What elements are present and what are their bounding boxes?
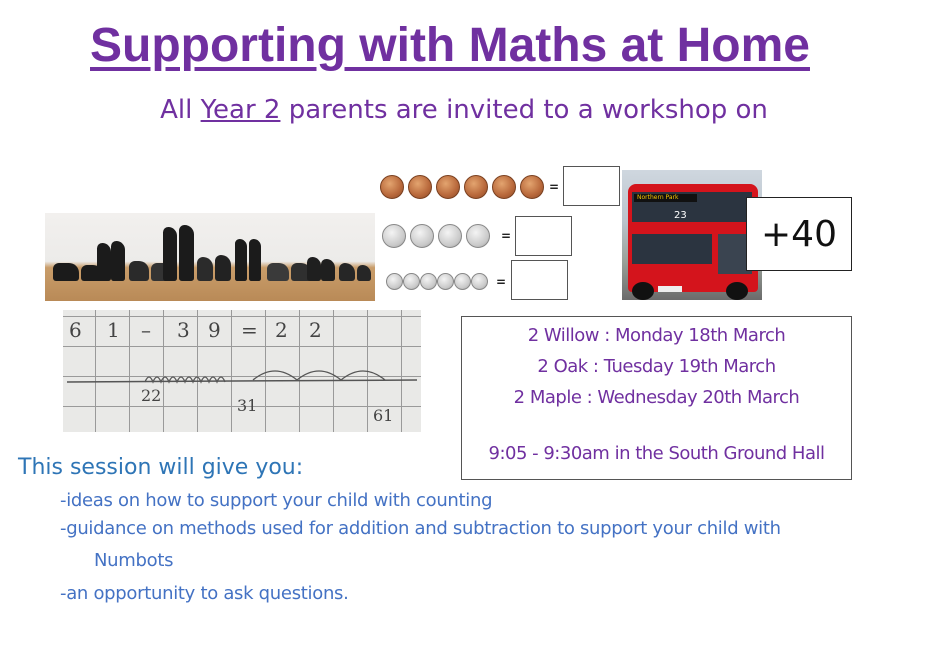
answer-box-2 (515, 216, 572, 256)
equals-2: = (501, 229, 512, 243)
bus-photo: Northern Park 23 (622, 170, 762, 300)
bullet-questions: -an opportunity to ask questions. (60, 583, 349, 604)
equals-1: = (549, 180, 560, 194)
hw-eq-6: 2 (275, 318, 288, 342)
invitation-subtitle (0, 95, 928, 125)
session-heading: This session will give you: (18, 455, 304, 480)
hw-eq-7: 2 (309, 318, 322, 342)
equals-3: = (496, 275, 507, 289)
bus-route-number: 23 (674, 210, 687, 221)
hw-eq-4: 9 (208, 318, 221, 342)
handwritten-number-line-photo (63, 310, 421, 432)
hw-eq-2: – (141, 318, 151, 342)
hw-eq-5: = (241, 318, 258, 342)
bullet-numbots: Numbots (94, 550, 174, 571)
hw-eq-3: 3 (177, 318, 190, 342)
hw-num-22: 22 (141, 386, 162, 405)
answer-box-3 (511, 260, 568, 300)
bullet-methods: -guidance on methods used for addition and subtraction to support your child with (60, 518, 781, 539)
subtitle-before: All (160, 95, 201, 125)
schedule-maple: 2 Maple : Wednesday 20th March (513, 387, 800, 408)
answer-box-1 (563, 166, 620, 206)
hw-eq-1: 1 (107, 318, 120, 342)
subtitle-after: parents are invited to a workshop on (280, 95, 768, 125)
hw-num-61: 61 (373, 406, 394, 425)
schedule-oak: 2 Oak : Tuesday 19th March (537, 356, 776, 377)
plus-forty-card: +40 (746, 197, 852, 271)
hw-num-31: 31 (237, 396, 258, 415)
page-title: Supporting with Maths at Home (90, 19, 810, 72)
bullet-counting: -ideas on how to support your child with counting (60, 490, 493, 511)
shoes-photo (45, 213, 375, 301)
hw-eq-0: 6 (69, 318, 82, 342)
subtitle-year: Year 2 (200, 95, 281, 125)
schedule-time-location: 9:05 - 9:30am in the South Ground Hall (488, 443, 825, 464)
schedule-willow: 2 Willow : Monday 18th March (527, 325, 786, 346)
schedule-box (461, 316, 852, 480)
